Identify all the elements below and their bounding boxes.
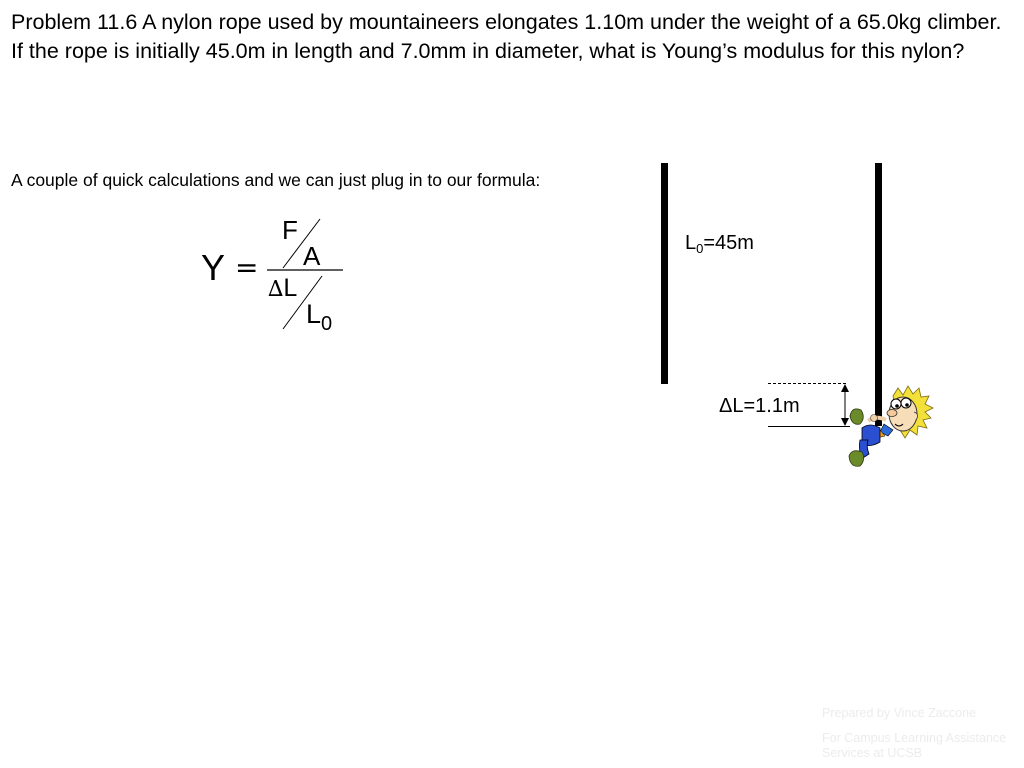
formula-l: L — [306, 299, 322, 329]
formula-force: F — [282, 215, 298, 245]
formula-equals: = — [235, 251, 259, 284]
credit-author: Prepared by Vince Zaccone — [822, 706, 977, 720]
formula-l-subscript: 0 — [321, 313, 333, 335]
formula-area: A — [303, 241, 321, 271]
length-subscript: 0 — [696, 241, 704, 256]
credit-organization: For Campus Learning Assistance Services at UCSB — [822, 731, 1007, 760]
slash-dl-l0 — [283, 276, 322, 329]
climber-icon — [849, 386, 933, 466]
problem-statement: Problem 11.6 A nylon rope used by mountaineers elongates 1.10m under the weight of a 65.0kg climber. If the rope is initially 45.0m in length and 7.0mm in diameter, what is Young’s modulus for this nylon? — [11, 10, 1002, 63]
rope-original — [661, 163, 668, 384]
formula-length: L — [283, 274, 298, 302]
rope-stretched — [875, 163, 882, 426]
elongation-label: ΔL=1.1m — [719, 395, 800, 417]
length-symbol: L — [685, 232, 697, 254]
formula-y: Y — [201, 247, 226, 288]
delta-symbol: ∆ — [268, 277, 284, 302]
arrow-head-down — [841, 418, 849, 426]
length-value: =45m — [703, 232, 754, 254]
arrow-head-up — [841, 384, 849, 392]
intro-text: A couple of quick calculations and we can just plug in to our formula: — [11, 170, 541, 190]
slash-f-a — [283, 219, 320, 268]
